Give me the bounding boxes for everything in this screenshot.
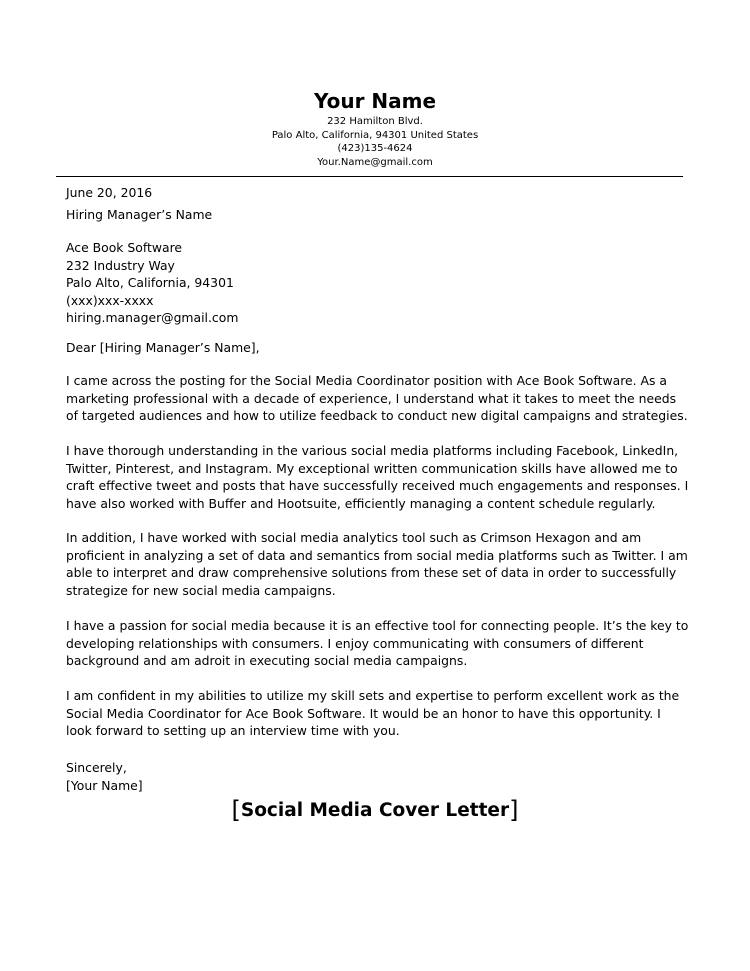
paragraph-line: able to interpret and draw comprehensive solutions from these set of data in order to successfully — [66, 565, 677, 581]
caption-open-bracket: [ — [231, 796, 241, 824]
recipient-city: Palo Alto, California, 94301 — [66, 275, 234, 291]
paragraph-line: marketing professional with a decade of experience, I understand what it takes to meet the needs — [66, 390, 677, 406]
paragraph-line: look forward to setting up an interview time with you. — [66, 723, 400, 739]
recipient-name: Hiring Manager’s Name — [66, 207, 213, 222]
paragraph-line: Social Media Coordinator for Ace Book Software. It would be an honor to have this opportunity. I — [66, 705, 661, 721]
paragraph-3 — [66, 529, 686, 599]
closing: Sincerely, — [66, 760, 127, 775]
paragraph-line: have also worked with Buffer and Hootsuite, efficiently managing a content schedule regularly. — [66, 495, 656, 511]
paragraph-4 — [66, 617, 689, 670]
salutation: Dear [Hiring Manager’s Name], — [66, 340, 260, 355]
signature: [Your Name] — [66, 777, 143, 793]
recipient-email: hiring.manager@gmail.com — [66, 310, 239, 326]
paragraph-line: I am confident in my abilities to utilize my skill sets and expertise to perform excellent work as the — [66, 688, 680, 703]
letter-header — [0, 88, 750, 169]
sender-email: Your.Name@gmail.com — [317, 156, 433, 168]
paragraph-line: developing relationships with consumers. I enjoy communicating with consumers of different — [66, 635, 644, 651]
paragraph-line: Twitter, Pinterest, and Instagram. My exceptional written communication skills have allowed me to — [66, 460, 678, 476]
closing-block — [66, 759, 686, 794]
paragraph-2 — [66, 442, 689, 512]
caption-close-bracket: ] — [509, 796, 519, 824]
recipient-street: 232 Industry Way — [66, 257, 175, 273]
paragraph-line: I came across the posting for the Social Media Coordinator position with Ace Book Software. As a — [66, 373, 668, 388]
letter-date: June 20, 2016 — [66, 185, 153, 200]
paragraph-line: strategize for new social media campaigns. — [66, 582, 336, 598]
paragraph-line: I have a passion for social media because it is an effective tool for connecting people. It’s the key to — [66, 618, 689, 633]
paragraph-line: I have thorough understanding in the various social media platforms including Facebook, LinkedIn, — [66, 443, 679, 458]
recipient-block — [66, 239, 686, 327]
paragraph-line: background and am adroit in executing social media campaigns. — [66, 653, 468, 669]
sender-phone: (423)135-4624 — [337, 143, 413, 154]
sender-city: Palo Alto, California, 94301 United States — [271, 129, 479, 141]
header-divider — [56, 176, 683, 177]
recipient-phone: (xxx)xxx-xxxx — [66, 292, 154, 308]
sender-address: 232 Hamilton Blvd. — [327, 116, 423, 127]
recipient-company: Ace Book Software — [66, 240, 183, 255]
sender-name: Your Name — [313, 89, 437, 113]
paragraph-line: In addition, I have worked with social media analytics tool such as Crimson Hexagon and am — [66, 530, 642, 545]
caption-title: Social Media Cover Letter — [240, 800, 510, 821]
document-caption — [0, 796, 750, 825]
paragraph-line: craft effective tweet and posts that have successfully received much engagements and responses. I — [66, 478, 689, 494]
paragraph-line: of targeted audiences and how to utilize feedback to conduct new digital campaigns and strategies. — [66, 408, 688, 424]
paragraph-5 — [66, 687, 686, 740]
paragraph-1 — [66, 372, 686, 425]
paragraph-line: proficient in analyzing a set of data and semantics from social media platforms such as Twitter. I am — [66, 547, 688, 563]
